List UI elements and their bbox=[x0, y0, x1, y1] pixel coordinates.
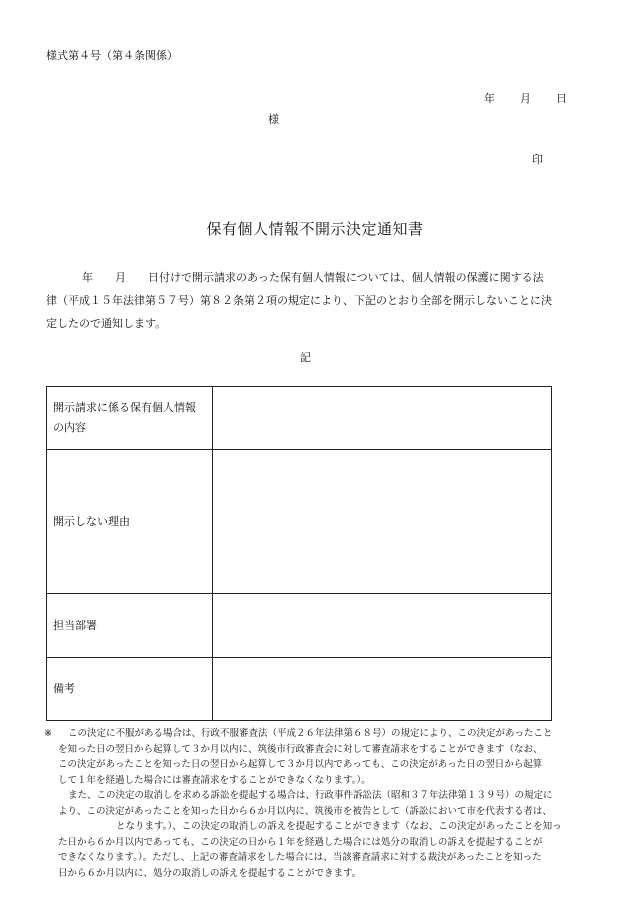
note-line: また、この決定の取消しを求める訴訟を提起する場合は、行政事件訴訟法（昭和３７年法律第１３９号）の規定に bbox=[68, 790, 553, 801]
label-line: の内容 bbox=[53, 421, 86, 434]
note-line: できなくなります。）。ただし、上記の審査請求をした場合には、当該審査請求に対する裁決があったことを知った bbox=[58, 852, 542, 863]
notes-section bbox=[44, 726, 604, 881]
ki-heading: 記 bbox=[300, 351, 311, 364]
form-number: 様式第４号（第４条関係） bbox=[46, 49, 178, 62]
body-line-1: 年 月 日付けで開示請求のあった保有個人情報については、個人情報の保護に関する法 bbox=[82, 271, 544, 284]
body-line-2: 律（平成１５年法律第５７号）第８２条第２項の規定により、下記のとおり全部を開示しないことに決 bbox=[46, 294, 552, 307]
note-line: して１年を経過した場合には審査請求をすることができなくなります。）。 bbox=[58, 774, 371, 786]
label-line: 開示請求に係る保有個人情報 bbox=[53, 401, 196, 414]
label-remarks: 備考 bbox=[47, 658, 213, 721]
value-requested-info[interactable] bbox=[213, 387, 552, 450]
seal-mark: 印 bbox=[532, 153, 543, 166]
label-department: 担当部署 bbox=[47, 594, 213, 658]
table-row bbox=[47, 450, 552, 594]
value-remarks[interactable] bbox=[213, 658, 552, 721]
addressee-suffix: 様 bbox=[268, 113, 279, 126]
value-department[interactable] bbox=[213, 594, 552, 658]
notice-body bbox=[46, 266, 586, 335]
year-label: 年 bbox=[484, 92, 495, 105]
day-label: 日 bbox=[556, 92, 567, 105]
label-requested-info bbox=[47, 387, 213, 450]
table-row bbox=[47, 594, 552, 658]
note-line: 日から６か月以内に、処分の取消しの訴えを提起することができます。 bbox=[58, 867, 362, 879]
note-line: この決定に不服がある場合は、行政不服審査法（平成２６年法律第６８号）の規定により、この決定があったこと bbox=[68, 728, 553, 739]
document-title: 保有個人情報不開示決定通知書 bbox=[206, 220, 424, 238]
table-row bbox=[47, 387, 552, 450]
body-line-3: 定したので通知します。 bbox=[46, 317, 167, 330]
note-line: を知った日の翌日から起算して３か月以内に、筑後市行政審査会に対して審査請求をすることができます（なお、 bbox=[58, 743, 543, 755]
note-line: た日から６か月以内であっても、この決定の日から１年を経過した場合には処分の取消しの訴えを提起することが bbox=[58, 836, 543, 848]
month-label: 月 bbox=[520, 92, 531, 105]
table-row bbox=[47, 658, 552, 721]
note-line: より、この決定があったことを知った日から６か月以内に、筑後市を被告として（訴訟において市を代表する者は、 bbox=[58, 805, 552, 817]
note-line: この決定があったことを知った日の翌日から起算して３か月以内であっても、この決定があった日の翌日から起算 bbox=[58, 759, 543, 770]
note-line: となります。）、この決定の取消しの訴えを提起することができます（なお、この決定があったことを知っ bbox=[116, 821, 562, 832]
value-reason[interactable] bbox=[213, 450, 552, 594]
note-mark: ※ bbox=[44, 728, 52, 739]
label-reason: 開示しない理由 bbox=[47, 450, 213, 594]
decision-table bbox=[46, 386, 552, 721]
